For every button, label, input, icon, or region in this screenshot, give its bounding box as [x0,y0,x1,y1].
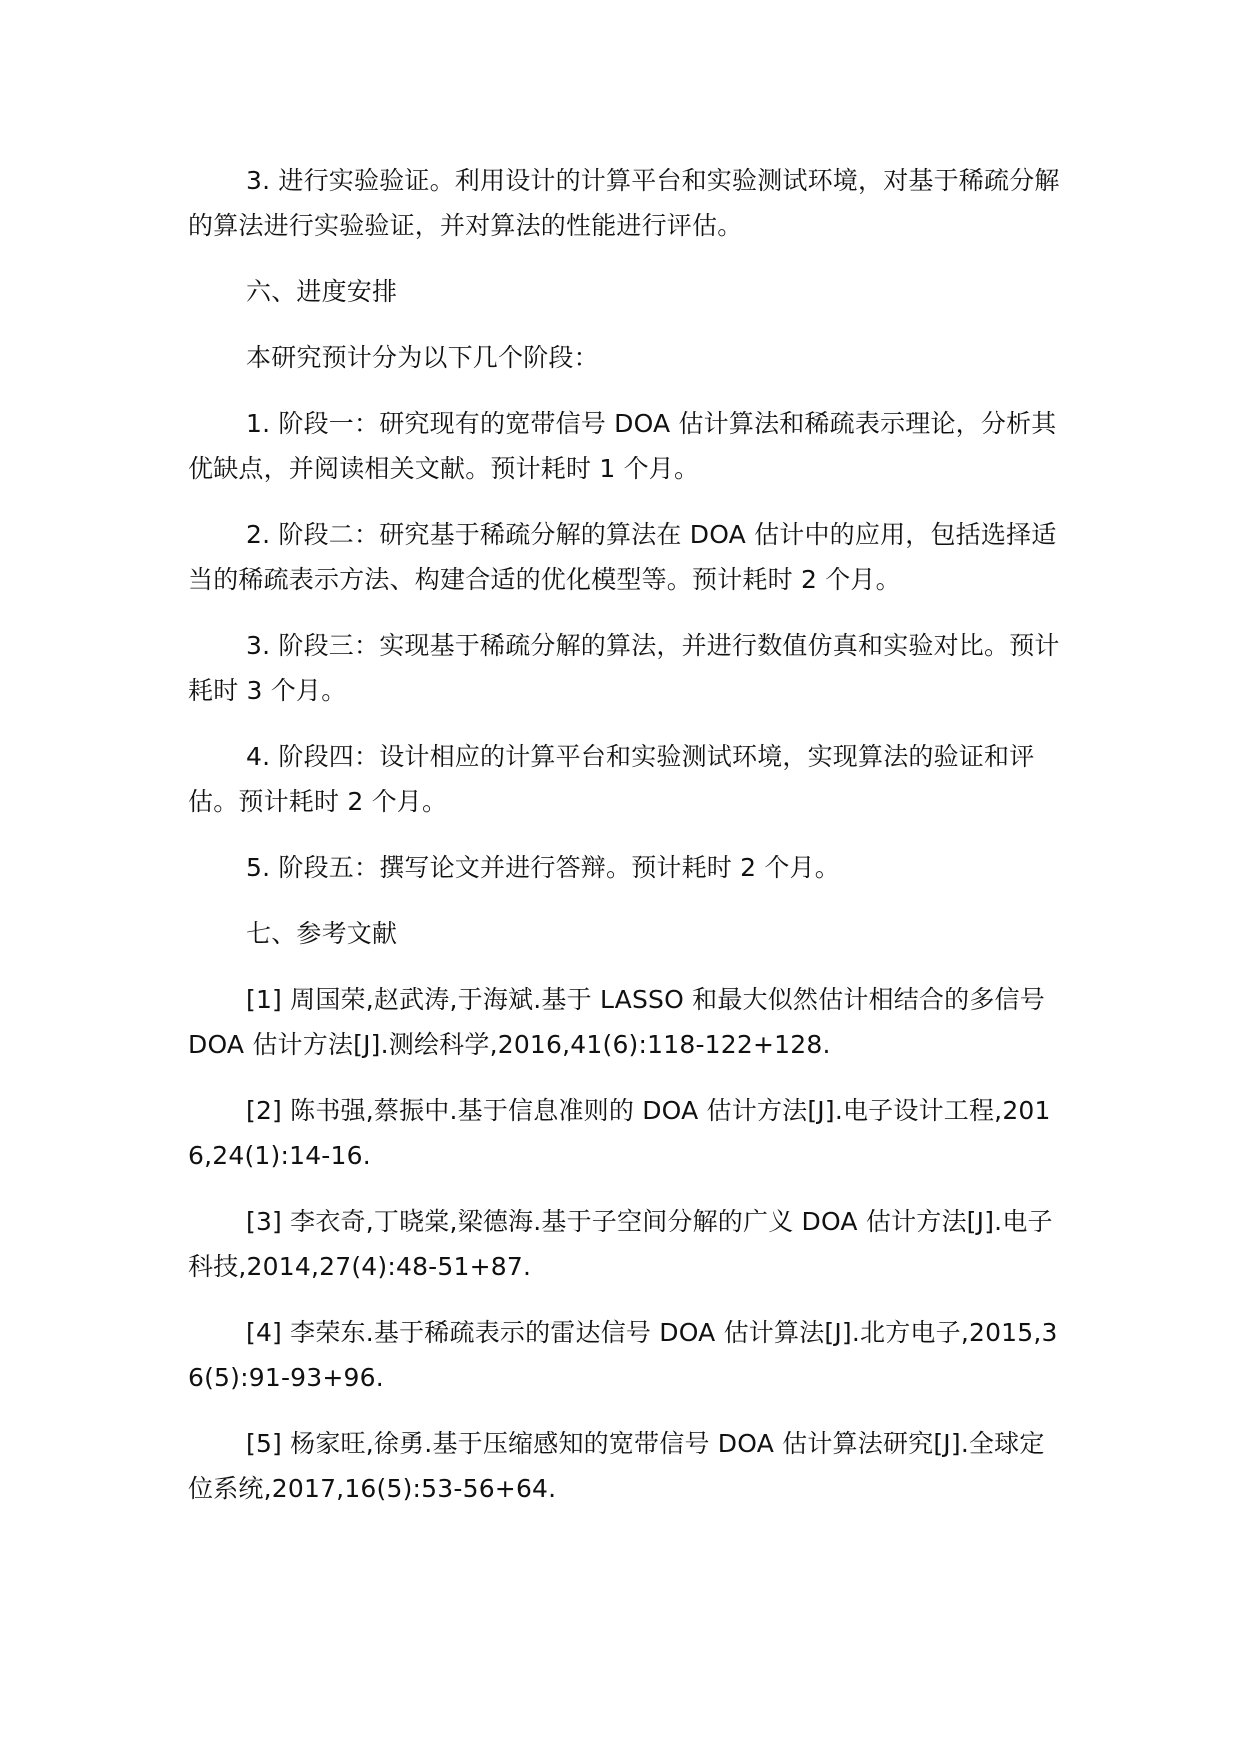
paragraph-phase-4: 4. 阶段四：设计相应的计算平台和实验测试环境，实现算法的验证和评估。预计耗时 2 个月。 [188,742,1035,816]
reference-item-4: [4] 李荣东.基于稀疏表示的雷达信号 DOA 估计算法[J].北方电子,2015,36(5):91-93+96. [188,1318,1058,1392]
section-heading-schedule: 六、进度安排 [246,277,398,306]
paragraph-step-3-validation: 3. 进行实验验证。利用设计的计算平台和实验测试环境，对基于稀疏分解的算法进行实验验证，并对算法的性能进行评估。 [188,166,1060,240]
paragraph-phase-1: 1. 阶段一：研究现有的宽带信号 DOA 估计算法和稀疏表示理论，分析其优缺点，并阅读相关文献。预计耗时 1 个月。 [188,409,1057,483]
section-heading-references: 七、参考文献 [246,919,398,948]
paragraph-phase-2: 2. 阶段二：研究基于稀疏分解的算法在 DOA 估计中的应用，包括选择适当的稀疏表示方法、构建合适的优化模型等。预计耗时 2 个月。 [188,520,1057,594]
reference-item-2: [2] 陈书强,蔡振中.基于信息准则的 DOA 估计方法[J].电子设计工程,2016,24(1):14-16. [188,1096,1051,1170]
paragraph-schedule-intro: 本研究预计分为以下几个阶段： [246,343,599,372]
paragraph-phase-3: 3. 阶段三：实现基于稀疏分解的算法，并进行数值仿真和实验对比。预计耗时 3 个月。 [188,631,1060,705]
document-body [188,158,1068,1532]
reference-item-3: [3] 李衣奇,丁晓棠,梁德海.基于子空间分解的广义 DOA 估计方法[J].电子科技,2014,27(4):48-51+87. [188,1207,1053,1281]
reference-item-5: [5] 杨家旺,徐勇.基于压缩感知的宽带信号 DOA 估计算法研究[J].全球定位系统,2017,16(5):53-56+64. [188,1429,1045,1503]
paragraph-phase-5: 5. 阶段五：撰写论文并进行答辩。预计耗时 2 个月。 [246,853,841,882]
reference-item-1: [1] 周国荣,赵武涛,于海斌.基于 LASSO 和最大似然估计相结合的多信号 DOA 估计方法[J].测绘科学,2016,41(6):118-122+128. [188,985,1054,1059]
